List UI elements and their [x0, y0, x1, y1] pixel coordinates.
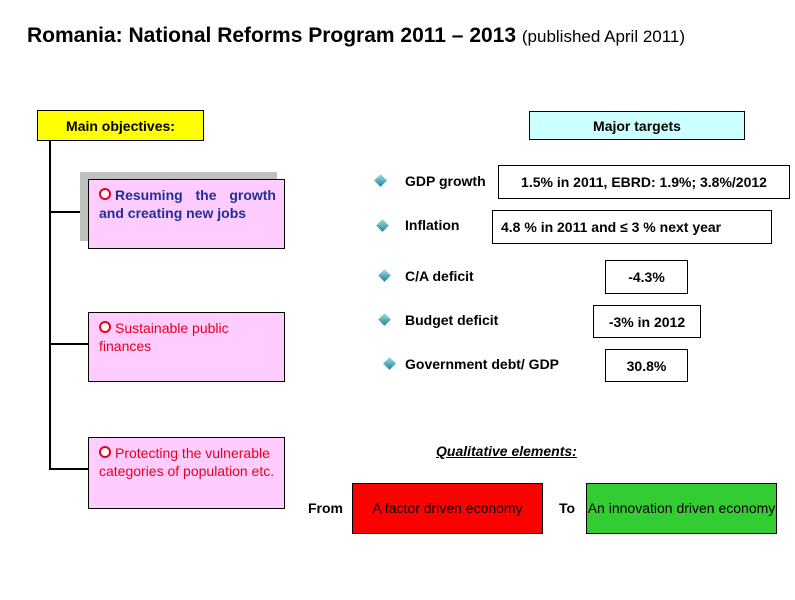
- diamond-bullet-icon: [374, 174, 387, 187]
- target-value: 1.5% in 2011, EBRD: 1.9%; 3.8%/2012: [498, 165, 790, 199]
- from-economy-box: A factor driven economy: [352, 483, 543, 534]
- connector-2: [49, 343, 88, 345]
- bullet-icon: [99, 188, 111, 200]
- diamond-bullet-icon: [378, 313, 391, 326]
- target-label: Budget deficit: [405, 312, 499, 328]
- target-label: GDP growth: [405, 173, 486, 189]
- objective-text: Resuming the growth and creating new jobs: [99, 187, 276, 221]
- to-label: To: [559, 500, 576, 516]
- qualitative-header: Qualitative elements:: [436, 443, 577, 459]
- objective-vulnerable: [88, 437, 285, 509]
- objective-text: Protecting the vulnerable categories of population etc.: [99, 445, 275, 479]
- diamond-bullet-icon: [376, 219, 389, 232]
- page-title: [27, 24, 685, 48]
- target-label: Government debt/ GDP: [405, 356, 560, 372]
- target-value: -3% in 2012: [593, 305, 701, 338]
- target-value: 30.8%: [605, 349, 688, 382]
- target-label: C/A deficit: [405, 268, 474, 284]
- objective-growth: [88, 179, 285, 249]
- objective-finances: [88, 312, 285, 382]
- connector-3: [49, 468, 88, 470]
- diamond-bullet-icon: [383, 357, 396, 370]
- bullet-icon: [99, 321, 111, 333]
- objective-text: Sustainable public finances: [99, 320, 229, 354]
- from-label: From: [308, 500, 343, 516]
- target-value: 4.8 % in 2011 and ≤ 3 % next year: [492, 210, 772, 244]
- bullet-icon: [99, 446, 111, 458]
- connector-vertical: [49, 141, 51, 470]
- main-objectives-header: Main objectives:: [37, 110, 204, 141]
- major-targets-header: Major targets: [529, 111, 745, 140]
- title-sub: (published April 2011): [521, 27, 686, 46]
- title-main: Romania: National Reforms Program 2011 – 2013: [27, 24, 517, 47]
- target-label: Inflation: [405, 217, 460, 233]
- to-economy-box: An innovation driven economy: [586, 483, 777, 534]
- diamond-bullet-icon: [378, 269, 391, 282]
- target-value: -4.3%: [605, 260, 688, 294]
